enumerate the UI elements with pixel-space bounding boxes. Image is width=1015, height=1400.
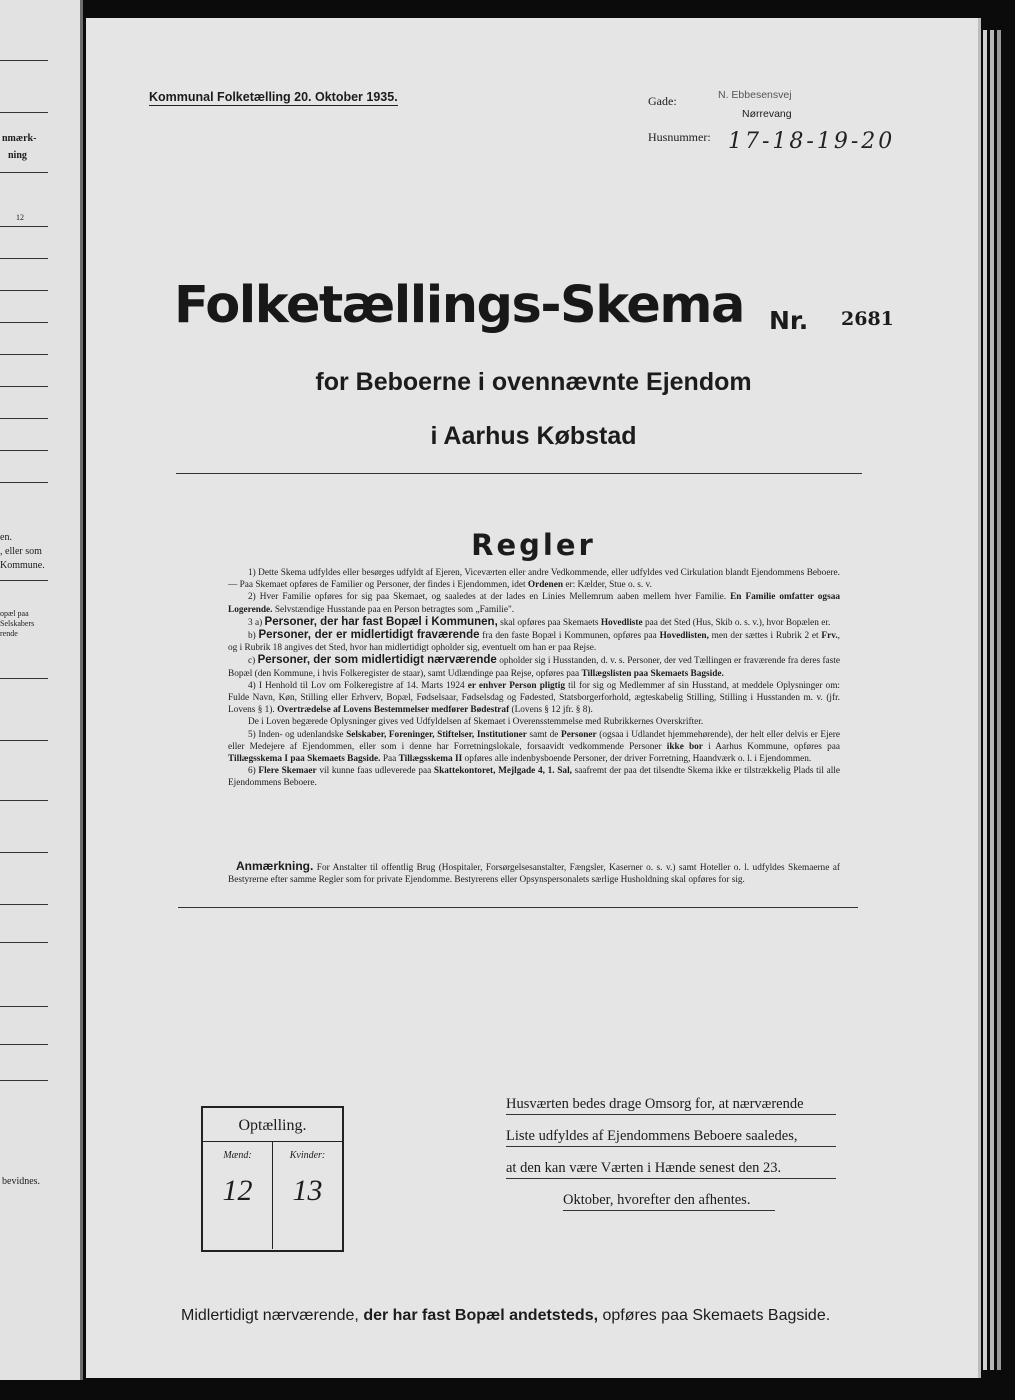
left-page-text: ning — [8, 150, 27, 161]
rule-text: saafremt der paa det tilsendte Skema ikke er tilstrækkelig Plads til alle Ejendommens Beboere. — [228, 766, 840, 789]
left-page-rule — [0, 1006, 48, 1007]
rule-text: (Lovens § 12 jfr. § 8). — [511, 705, 593, 716]
rule-bold: ikke bor — [666, 741, 703, 752]
street-stamp-line2: Nørrevang — [742, 108, 792, 120]
left-page-text: 12 — [16, 213, 24, 222]
house-number-value: 17-18-19-20 — [728, 129, 896, 154]
rule-5 — [228, 729, 840, 766]
house-number-label: Husnummer: — [648, 130, 711, 144]
left-page-rule — [0, 60, 48, 61]
rule-text: i Aarhus Kommune, opføres paa — [708, 741, 840, 752]
left-page-text: opæl paa — [0, 609, 29, 618]
form-number-label: Nr. — [769, 306, 809, 335]
rule-text: til for sig og Medlemmer af sin Husstand, at meddele Oplysninger om: Fulde Navn, Køn, Stilling eller Erhverv, Bopæl, Fødselsaar, Fødselsdag og Fødested, Statsborgerforhold, ægteskabelig Stilling, Stilling i Husstanden m. v. (jfr. Lovens § 1). — [228, 680, 841, 716]
rules-heading: Regler — [471, 528, 596, 562]
census-header: Kommunal Folketælling 20. Oktober 1935. — [149, 90, 398, 104]
rule-bold: Hovedliste — [600, 617, 643, 628]
divider — [178, 907, 858, 908]
rule-text: , og i Rubrik 18 angives det Sted, hvor han midlertidigt opholder sig, eventuelt om han er paa Rejse. — [228, 631, 840, 654]
rule-6 — [228, 765, 840, 789]
rule-text: Paa — [382, 754, 397, 765]
rule-text: men der sættes i Rubrik 2 et — [711, 631, 819, 642]
rule-bold: Personer, der har fast Bopæl i Kommunen, — [264, 615, 498, 628]
page-stack-edge — [983, 30, 987, 1370]
rule-bold: Ordenen — [527, 580, 564, 591]
left-page-text: Kommune. — [0, 560, 45, 571]
rule-bold: Personer — [561, 729, 597, 740]
rule-bold: Tillægsskema I paa Skemaets Bagside. — [228, 754, 381, 765]
rule-text: samt de — [529, 729, 559, 740]
landlord-note-line: Oktober, hvorefter den afhentes. — [563, 1192, 775, 1211]
rule-bold: Overtrædelse af Lovens Bestemmelser medfører Bødestraf — [277, 705, 510, 716]
left-page-rule — [0, 322, 48, 323]
left-page-rule — [0, 678, 48, 679]
left-page-text: bevidnes. — [2, 1176, 41, 1187]
rule-text: er: Kælder, Stue o. s. v. — [565, 580, 652, 591]
rule-3a — [228, 616, 840, 629]
rule-3b — [228, 629, 840, 654]
rule-bold: Personer, der er midlertidigt fraværende — [258, 629, 480, 642]
remark — [228, 860, 840, 886]
left-page-rule — [0, 800, 48, 801]
footer-note — [181, 1307, 830, 1325]
left-page-rule — [0, 418, 48, 419]
left-page-rule — [0, 172, 48, 173]
left-page-rule — [0, 258, 48, 259]
landlord-note-line: Husværten bedes drage Omsorg for, at nærværende — [506, 1096, 836, 1115]
street-stamp-line1: N. Ebbesensvej — [718, 89, 792, 101]
rule-bold: En Familie omfatter ogsaa Logerende. — [228, 592, 841, 615]
left-page-rule — [0, 852, 48, 853]
men-count: 12 — [222, 1174, 253, 1207]
rule-text: fra den faste Bopæl i Kommunen, opføres paa — [482, 631, 657, 642]
rule-text: b) — [248, 631, 256, 642]
rule-4 — [228, 680, 840, 717]
rule-text: skal opføres paa Skemaets — [500, 617, 599, 628]
rule-text: opholder sig i Husstanden, d. v. s. Personer, der ved Tællingen er fraværende fra deres faste Bopæl (den Kommune, i hvis Folkeregister de staar), samt Udlændinge paa Rejse, opføres paa — [228, 656, 841, 679]
rule-text: 4) I Henhold til Lov om Folkeregistre af 14. Marts 1924 — [248, 680, 465, 691]
rule-bold: Tillægsskema II — [398, 754, 463, 765]
page-stack-edge — [990, 30, 994, 1370]
rule-bold: Selskaber, Foreninger, Stiftelser, Institutioner — [346, 729, 527, 740]
rule-bold: Flere Skemaer — [258, 766, 317, 777]
left-page-rule — [0, 942, 48, 943]
men-label: Mænd: — [223, 1150, 252, 1161]
left-page-rule — [0, 904, 48, 905]
rule-text: 6) — [248, 766, 256, 777]
form-title: Folketællings-Skema — [174, 276, 744, 335]
rule-3c — [228, 654, 840, 679]
rule-1 — [228, 567, 840, 591]
left-page-text: nmærk- — [2, 133, 37, 144]
left-page-text: rende — [0, 629, 18, 638]
rule-text: paa det Sted (Hus, Skib o. s. v.), hvor Bopælen er. — [644, 617, 831, 628]
rule-text: De i Loven begærede Oplysninger gives ved Udfyldelsen af Skemaet i Overensstemmelse med Rubrikkernes Overskrifter. — [248, 717, 704, 728]
left-page-rule — [0, 1044, 48, 1045]
rule-text: vil kunne faas udleverede paa — [319, 766, 432, 777]
rule-2 — [228, 591, 840, 615]
rule-text: 2) Hver Familie opføres for sig paa Skemaet, og saaledes at der lades en Linies Mellemrum aaben mellem hver Familie. — [248, 592, 727, 603]
left-facing-page — [0, 0, 83, 1380]
rules-body — [228, 567, 840, 790]
rule-bold: Skattekontoret, Mejlgade 4, 1. Sal, — [433, 766, 572, 777]
left-page-rule — [0, 482, 48, 483]
left-page-rule — [0, 290, 48, 291]
left-page-rule — [0, 112, 48, 113]
footer-bold: der har fast Bopæl andetsteds, — [363, 1307, 599, 1324]
rule-bold: er enhver Person pligtig — [467, 680, 566, 691]
remark-label: Anmærkning. — [236, 859, 314, 873]
count-box — [201, 1106, 344, 1252]
rule-text: (ogsaa i Udlandet hjemmehørende), der helt eller delvis er Ejere eller Medejere af Ejendommen, eller som i denne har Forretningslokale, forsaavidt vedkommende Personer — [228, 729, 840, 752]
footer-text: opføres paa Skemaets Bagside. — [602, 1307, 831, 1324]
street-label: Gade: — [648, 94, 677, 108]
left-page-rule — [0, 450, 48, 451]
landlord-note-line: Liste udfyldes af Ejendommens Beboere saaledes, — [506, 1128, 836, 1147]
rule-text: c) — [248, 656, 256, 667]
footer-text: Midlertidigt nærværende, — [181, 1307, 359, 1324]
left-page-text: , eller som — [0, 546, 42, 557]
left-page-text: Selskabers — [0, 619, 35, 628]
rule-bold: Tillægslisten paa Skemaets Bagside. — [581, 668, 724, 679]
rule-4-note — [228, 716, 840, 728]
rule-text: Selvstændige Husstande paa en Person betragtes som „Familie". — [274, 604, 515, 615]
left-page-rule — [0, 740, 48, 741]
left-page-text: en. — [0, 532, 12, 543]
landlord-note-line: at den kan være Værten i Hænde senest den 23. — [506, 1160, 836, 1179]
form-number-value: 2681 — [841, 308, 894, 330]
women-count: 13 — [292, 1174, 323, 1207]
left-page-rule — [0, 354, 48, 355]
rule-text: 5) Inden- og udenlandske — [248, 729, 344, 740]
remark-text: For Anstalter til offentlig Brug (Hospitaler, Forsørgelsesanstalter, Fængsler, Kaserner o. s. v.) samt Hoteller o. l. udfyldes Skemaerne af Bestyrerne efter samme Regler som for private Ejendomme. Bestyrerens eller Opsynspersonalets særlige Husholdning skal opføres for sig. — [228, 863, 840, 886]
census-form-page — [86, 18, 981, 1378]
rule-bold: Hovedlisten, — [659, 631, 709, 642]
left-page-rule — [0, 580, 48, 581]
rule-text: 3 a) — [248, 617, 263, 628]
left-page-rule — [0, 226, 48, 227]
rule-text: 1) Dette Skema udfyldes eller besørges udfyldt af Ejeren, Viceværten eller andre Vedkommende, eller udfyldes ved Cirkulation blandt Ejendommens Beboere. — Paa Skemaet opføres de Familier og Personer, der findes i Ejendommen, idet — [228, 568, 840, 591]
left-page-rule — [0, 1080, 48, 1081]
rule-text: opføres alle indenbysboende Personer, der driver Forretning, Haandværk o. l. i Ejendommen. — [464, 754, 812, 765]
count-box-title: Optælling. — [238, 1117, 307, 1134]
left-page-rule — [0, 386, 48, 387]
rule-bold: Frv. — [821, 631, 838, 642]
form-subtitle-1: for Beboerne i ovennævnte Ejendom — [315, 368, 752, 396]
form-subtitle-2: i Aarhus Købstad — [430, 422, 637, 450]
rule-bold: Personer, der som midlertidigt nærværende — [257, 654, 497, 667]
divider — [176, 473, 862, 474]
page-stack-edge — [997, 30, 1001, 1370]
women-label: Kvinder: — [289, 1150, 326, 1161]
